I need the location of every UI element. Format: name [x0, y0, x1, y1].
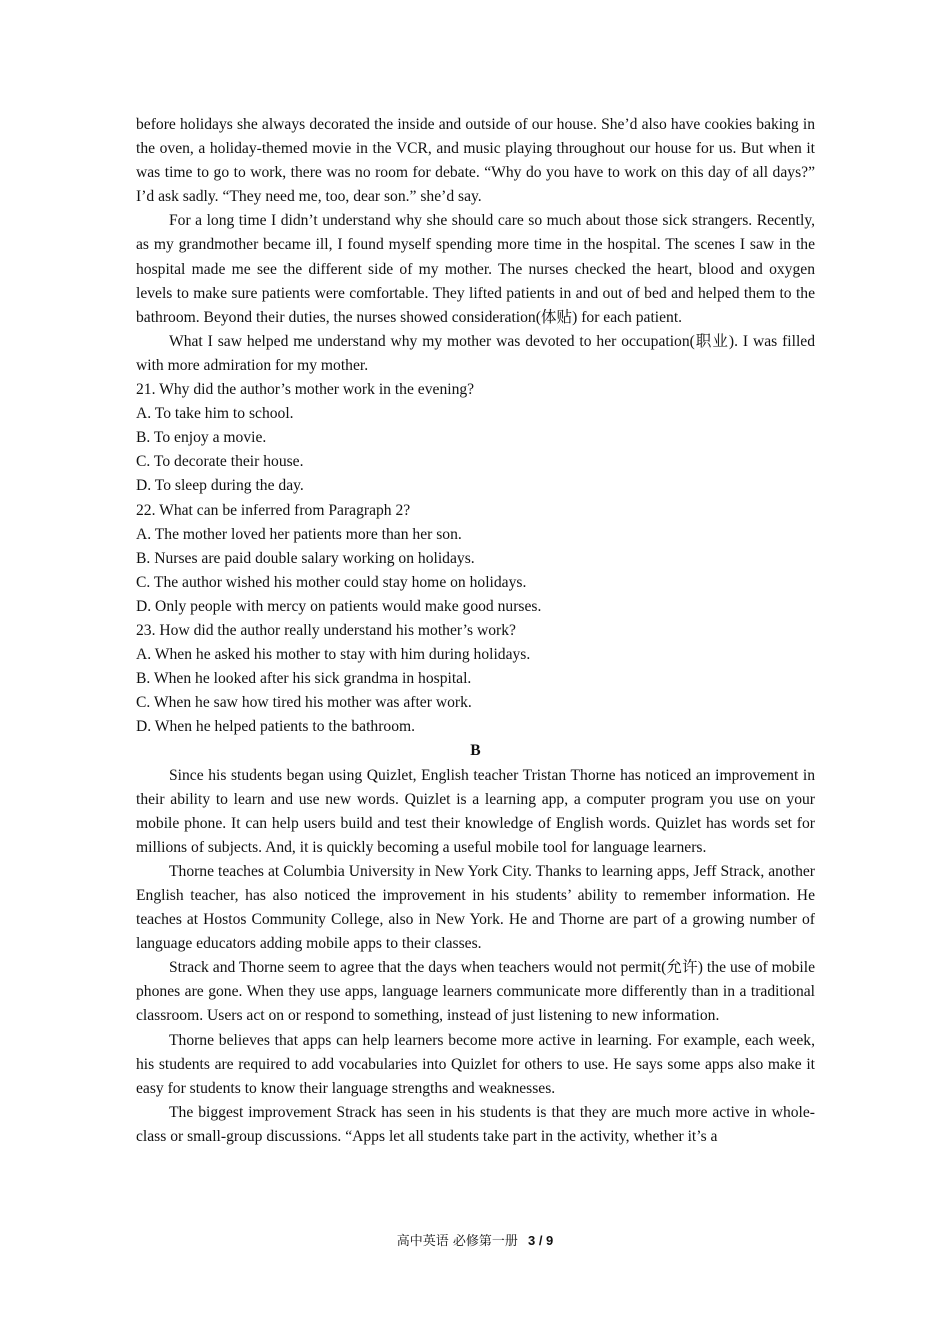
option-c: C. When he saw how tired his mother was after work.	[136, 694, 472, 712]
option-c: C. The author wished his mother could stay home on holidays.	[136, 573, 527, 591]
option-c: C. To decorate their house.	[136, 453, 304, 471]
paragraph: Thorne believes that apps can help learners become more active in learning. For example, each week, his students are required to add vocabularies into Quizlet for others to use. He says some apps also make it easy for students to know their language strengths and weaknesses.	[136, 1031, 815, 1097]
question-stem: 22. What can be inferred from Paragraph 2?	[136, 501, 411, 519]
question-21	[136, 378, 815, 498]
document-page	[136, 113, 815, 1149]
paragraph: The biggest improvement Strack has seen in his students is that they are much more active in whole-class or small-group discussions. “Apps let all students take part in the activity, whether it’s a	[136, 1103, 815, 1145]
footer-label: 高中英语 必修第一册	[396, 1234, 518, 1249]
page-number: 3 / 9	[527, 1233, 554, 1248]
option-a: A. When he asked his mother to stay with him during holidays.	[136, 646, 531, 664]
paragraph: Since his students began using Quizlet, English teacher Tristan Thorne has noticed an improvement in their ability to learn and use new words. Quizlet is a learning app, a computer program you use on your mobile phone. It can help users build and test their knowledge of English words. Quizlet has words set for millions of subjects. And, it is quickly becoming a useful mobile tool for language learners.	[136, 766, 815, 856]
page-footer	[0, 1230, 950, 1249]
paragraph: What I saw helped me understand why my mother was devoted to her occupation(职业). I was filled with more admiration for my mother.	[136, 332, 815, 374]
question-22	[136, 499, 815, 619]
paragraph: Strack and Thorne seem to agree that the days when teachers would not permit(允许) the use of mobile phones are gone. When they use apps, language learners communicate more differently than in a traditional classroom. Users act on or respond to something, instead of just listening to new information.	[136, 959, 815, 1025]
question-23	[136, 619, 815, 739]
option-d: D. Only people with mercy on patients would make good nurses.	[136, 597, 542, 615]
option-a: A. The mother loved her patients more than her son.	[136, 525, 462, 543]
paragraph: For a long time I didn’t understand why she should care so much about those sick strangers. Recently, as my grandmother became ill, I found myself spending more time in the hospital. The scenes I saw in the hospital made me see the different side of my mother. The nurses checked the heart, blood and oxygen levels to make sure patients were comfortable. They lifted patients in and out of bed and helped them to the bathroom. Beyond their duties, the nurses showed consideration(体贴) for each patient.	[136, 212, 815, 326]
option-a: A. To take him to school.	[136, 405, 294, 423]
paragraph: before holidays she always decorated the inside and outside of our house. She’d also have cookies baking in the oven, a holiday-themed movie in the VCR, and music playing throughout our house for us. But when it was time to go to work, there was no room for debate. “Why do you have to work on this day of all days?” I’d ask sadly. “They need me, too, dear son.” she’d say.	[136, 116, 815, 206]
question-stem: 21. Why did the author’s mother work in the evening?	[136, 381, 475, 399]
option-d: D. When he helped patients to the bathroom.	[136, 718, 416, 736]
option-b: B. When he looked after his sick grandma in hospital.	[136, 670, 472, 688]
paragraph: Thorne teaches at Columbia University in New York City. Thanks to learning apps, Jeff Strack, another English teacher, has also noticed the improvement in his students’ ability to remember information. He teaches at Hostos Community College, also in New York. He and Thorne are part of a growing number of language educators adding mobile apps to their classes.	[136, 862, 815, 953]
question-stem: 23. How did the author really understand his mother’s work?	[136, 621, 516, 639]
option-b: B. To enjoy a movie.	[136, 429, 267, 447]
section-title: B	[470, 742, 481, 760]
option-b: B. Nurses are paid double salary working on holidays.	[136, 549, 475, 567]
option-d: D. To sleep during the day.	[136, 477, 304, 495]
